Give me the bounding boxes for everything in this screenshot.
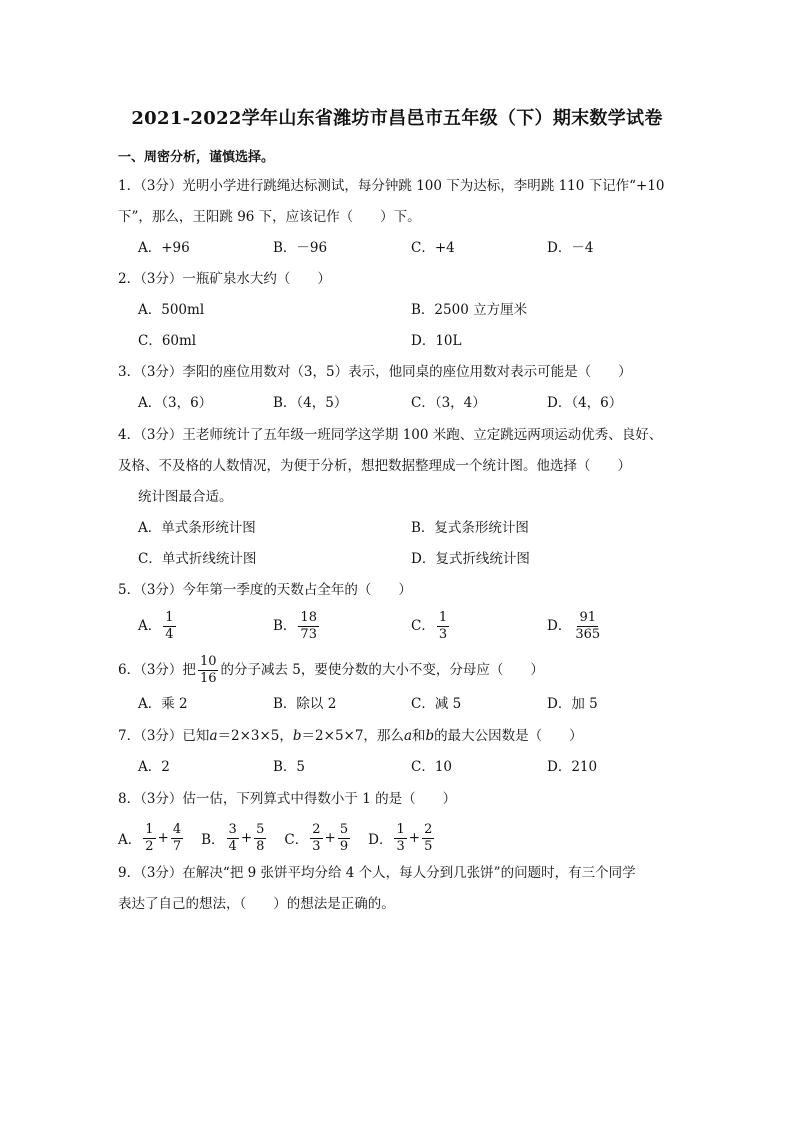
option-d: D． $\frac{1}{3}$ + $\frac{2}{5}$ [368, 821, 433, 854]
question-1-line-2: 下”，那么，王阳跳 96 下，应该记作（ ）下。 [118, 209, 421, 225]
option-a: A．+96 [138, 240, 190, 256]
question-6-stem [118, 650, 682, 690]
option-c: C．（3，4） [411, 395, 486, 411]
question-2-stem: 2．（3分）一瓶矿泉水大约（ ） [118, 271, 331, 287]
option-d: D．210 [547, 759, 598, 775]
option-b: B．5 [273, 759, 306, 775]
option-d: D．10L [411, 333, 462, 349]
question-4-line-3: 统计图最合适。 [138, 489, 233, 505]
question-3-options [138, 388, 678, 419]
option-c [411, 606, 451, 646]
option-b: B．2500 立方厘米 [411, 302, 528, 318]
question-1-line-1: 1．（3分）光明小学进行跳绳达标测试，每分钟跳 100 下为达标，李明跳 110 下记作“+10 [118, 178, 665, 194]
option-d: D．（4，6） [547, 395, 623, 411]
question-4-line-1: 4．（3分）王老师统计了五年级一班同学这学期 100 米跑、立定跳远两项运动优秀、良好、 [118, 427, 663, 443]
fraction: $\frac{1}{4}$ [165, 609, 174, 642]
question-8-options [118, 818, 452, 858]
option-d [547, 606, 604, 646]
question-3-stem: 3．（3分）李阳的座位用数对（3，5）表示，他同桌的座位用数对表示可能是（ ） [118, 364, 632, 380]
fraction: $\frac{10}{16}$ [199, 653, 217, 686]
option-a: A．单式条形统计图 [138, 520, 256, 536]
option-b: B．－96 [273, 240, 328, 256]
option-d: D．加 5 [547, 696, 598, 712]
option-a: A．500ml [138, 302, 205, 318]
option-c: C．单式折线统计图 [138, 551, 257, 567]
question-6-post: 的分子减去 5，要使分数的大小不变，分母应（ ） [220, 661, 544, 678]
question-5-options [138, 606, 678, 646]
section-heading: 一、周密分析，谨慎选择。 [118, 150, 275, 165]
question-8-stem: 8．（3分）估一估，下列算式中得数小于 1 的是（ ） [118, 791, 457, 807]
option-label: A． [138, 617, 162, 634]
option-label: D． [547, 617, 572, 634]
option-a [138, 606, 178, 646]
option-c: C．+4 [411, 240, 455, 256]
question-4-line-2: 及格、不及格的人数情况，为便于分析，想把数据整理成一个统计图。他选择（ ） [118, 458, 631, 474]
question-2-options-row-2 [138, 326, 678, 357]
fraction: $\frac{91}{365}$ [575, 609, 601, 642]
option-d: D．－4 [547, 240, 594, 256]
fraction: $\frac{1}{3}$ [438, 609, 448, 642]
question-1-options [138, 233, 678, 264]
option-c: C．减 5 [411, 696, 462, 712]
option-b: B． $\frac{3}{4}$ + $\frac{5}{8}$ [201, 821, 265, 854]
question-5-stem: 5．（3分）今年第一季度的天数占全年的（ ） [118, 582, 412, 598]
option-label: B． [273, 617, 297, 634]
option-a: A．（3，6） [138, 395, 213, 411]
question-7-options [138, 752, 678, 783]
option-b [273, 606, 321, 646]
option-b: B．除以 2 [273, 696, 337, 712]
option-a: A．2 [138, 759, 170, 775]
question-9-line-1: 9．（3分）在解决“把 9 张饼平均分给 4 个人，每人分到几张饼”的问题时，有三个同学 [118, 865, 636, 881]
option-b: B．（4，5） [273, 395, 348, 411]
question-4-options-row-2 [138, 544, 678, 575]
option-a: A．乘 2 [138, 696, 188, 712]
option-label: C． [411, 617, 435, 634]
option-c: C．10 [411, 759, 453, 775]
question-4-options-row-1 [138, 513, 678, 544]
option-b: B．复式条形统计图 [411, 520, 529, 536]
question-7-stem: 7．（3分）已知a＝2×3×5，b＝2×5×7，那么a和b的最大公因数是（ ） [118, 728, 583, 744]
option-a: A． $\frac{1}{2}$ + $\frac{4}{7}$ [118, 821, 182, 854]
question-6-options [138, 689, 678, 720]
question-9-line-2: 表达了自己的想法，（ ）的想法是正确的。 [118, 896, 395, 912]
option-c: C． $\frac{2}{3}$ + $\frac{5}{9}$ [284, 821, 349, 854]
option-d: D．复式折线统计图 [411, 551, 530, 567]
option-c: C．60ml [138, 333, 197, 349]
fraction: $\frac{18}{73}$ [300, 609, 317, 642]
page-title: 2021-2022学年山东省潍坊市昌邑市五年级（下）期末数学试卷 [131, 108, 663, 129]
question-2-options-row-1 [138, 295, 678, 326]
question-6-pre: 6．（3分）把 [118, 661, 196, 678]
